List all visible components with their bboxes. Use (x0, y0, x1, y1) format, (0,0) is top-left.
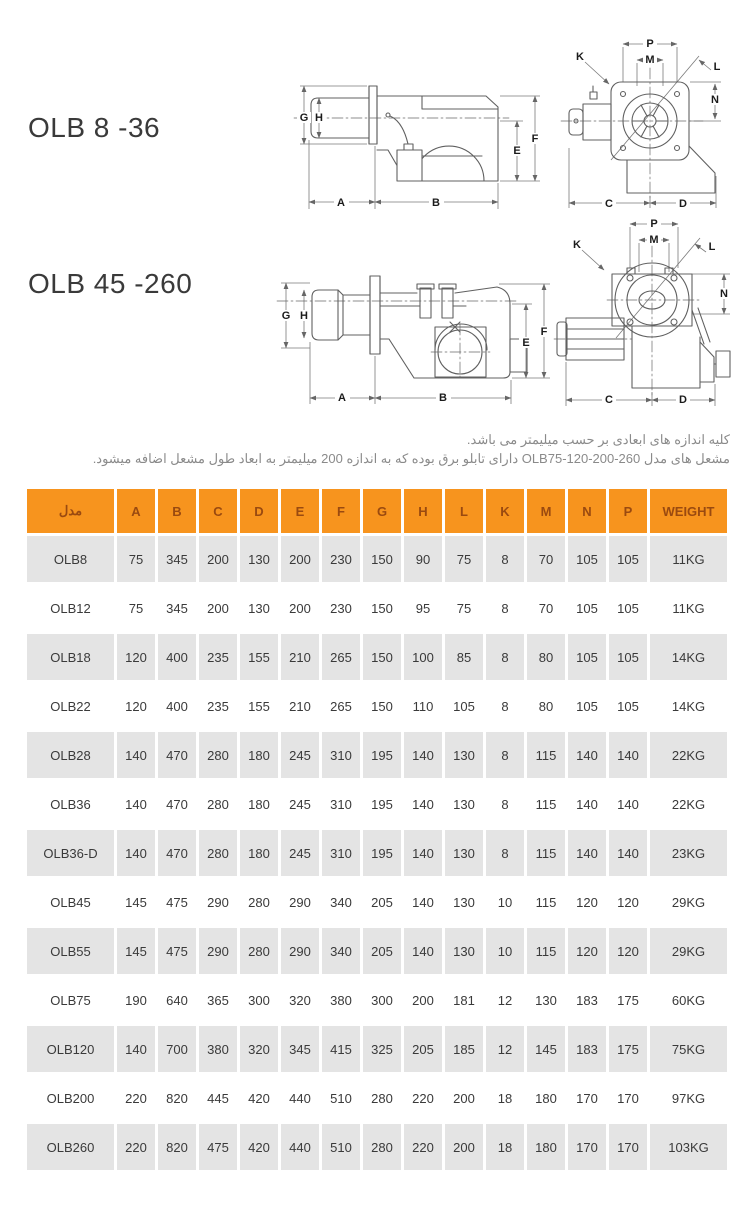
value-cell: 640 (158, 977, 196, 1023)
value-cell: 140 (609, 781, 647, 827)
value-cell: 120 (568, 928, 606, 974)
dim-label-n: N (711, 94, 719, 106)
value-cell: 150 (363, 585, 401, 631)
olb8-36-side-view-drawing (291, 38, 549, 220)
value-cell: 445 (199, 1075, 237, 1121)
value-cell: 280 (363, 1124, 401, 1170)
value-cell: 105 (609, 683, 647, 729)
model-cell: OLB22 (27, 683, 114, 729)
value-cell: 700 (158, 1026, 196, 1072)
value-cell: 130 (445, 879, 483, 925)
value-cell: 280 (363, 1075, 401, 1121)
value-cell: 310 (322, 732, 360, 778)
value-cell: 200 (199, 585, 237, 631)
value-cell: 145 (117, 928, 155, 974)
table-row (27, 830, 727, 876)
table-row (27, 732, 727, 778)
dim-label-m: M (645, 54, 655, 66)
dim-label-g: G (299, 112, 309, 124)
value-cell: 200 (199, 536, 237, 582)
value-cell: 10 (486, 879, 524, 925)
dim-label-p: P (646, 38, 654, 50)
table-row (27, 1124, 727, 1170)
value-cell: 170 (609, 1124, 647, 1170)
header-n: N (568, 489, 606, 533)
value-cell: 340 (322, 879, 360, 925)
value-cell: 175 (609, 977, 647, 1023)
table-row (27, 1075, 727, 1121)
value-cell: 110 (404, 683, 442, 729)
value-cell: 120 (117, 634, 155, 680)
value-cell: 140 (609, 732, 647, 778)
value-cell: 130 (445, 732, 483, 778)
value-cell: 12 (486, 1026, 524, 1072)
weight-cell: 11KG (650, 536, 727, 582)
value-cell: 180 (527, 1124, 565, 1170)
value-cell: 205 (404, 1026, 442, 1072)
value-cell: 470 (158, 830, 196, 876)
model-cell: OLB28 (27, 732, 114, 778)
model-cell: OLB12 (27, 585, 114, 631)
value-cell: 280 (240, 928, 278, 974)
value-cell: 205 (363, 928, 401, 974)
value-cell: 105 (568, 634, 606, 680)
value-cell: 75 (445, 536, 483, 582)
model-cell: OLB55 (27, 928, 114, 974)
olb45-260-side-view-drawing (274, 238, 554, 416)
value-cell: 220 (404, 1124, 442, 1170)
value-cell: 205 (363, 879, 401, 925)
value-cell: 150 (363, 634, 401, 680)
spec-table (24, 486, 730, 1173)
dim-label-d: D (679, 198, 687, 210)
value-cell: 70 (527, 585, 565, 631)
value-cell: 130 (445, 781, 483, 827)
value-cell: 820 (158, 1124, 196, 1170)
value-cell: 170 (568, 1124, 606, 1170)
value-cell: 140 (609, 830, 647, 876)
value-cell: 80 (527, 634, 565, 680)
value-cell: 150 (363, 536, 401, 582)
value-cell: 475 (199, 1124, 237, 1170)
value-cell: 180 (240, 732, 278, 778)
value-cell: 380 (322, 977, 360, 1023)
value-cell: 85 (445, 634, 483, 680)
header-weight: WEIGHT (650, 489, 727, 533)
value-cell: 140 (404, 732, 442, 778)
value-cell: 235 (199, 683, 237, 729)
value-cell: 115 (527, 879, 565, 925)
table-row (27, 879, 727, 925)
value-cell: 130 (445, 830, 483, 876)
value-cell: 820 (158, 1075, 196, 1121)
value-cell: 140 (568, 732, 606, 778)
value-cell: 115 (527, 830, 565, 876)
dim-label-c: C (605, 198, 613, 210)
value-cell: 100 (404, 634, 442, 680)
value-cell: 140 (404, 830, 442, 876)
weight-cell: 23KG (650, 830, 727, 876)
spec-table-body (27, 536, 727, 1170)
value-cell: 345 (158, 536, 196, 582)
value-cell: 220 (117, 1075, 155, 1121)
value-cell: 155 (240, 683, 278, 729)
value-cell: 8 (486, 732, 524, 778)
header-h: H (404, 489, 442, 533)
dim-label-h: H (300, 310, 308, 322)
weight-cell: 103KG (650, 1124, 727, 1170)
dim-label-l: L (708, 241, 716, 253)
value-cell: 130 (445, 928, 483, 974)
value-cell: 155 (240, 634, 278, 680)
value-cell: 145 (117, 879, 155, 925)
dim-label-a: A (338, 392, 346, 404)
model-cell: OLB75 (27, 977, 114, 1023)
value-cell: 510 (322, 1075, 360, 1121)
value-cell: 200 (281, 536, 319, 582)
value-cell: 140 (117, 830, 155, 876)
value-cell: 230 (322, 536, 360, 582)
dim-label-d: D (679, 394, 687, 406)
weight-cell: 75KG (650, 1026, 727, 1072)
header-p: P (609, 489, 647, 533)
model-cell: OLB18 (27, 634, 114, 680)
value-cell: 310 (322, 781, 360, 827)
dim-label-p: P (650, 218, 658, 230)
value-cell: 90 (404, 536, 442, 582)
value-cell: 310 (322, 830, 360, 876)
value-cell: 10 (486, 928, 524, 974)
value-cell: 105 (609, 634, 647, 680)
table-header-row (27, 489, 727, 533)
weight-cell: 97KG (650, 1075, 727, 1121)
value-cell: 200 (445, 1075, 483, 1121)
value-cell: 280 (199, 830, 237, 876)
value-cell: 105 (568, 683, 606, 729)
dim-label-e: E (513, 145, 521, 157)
value-cell: 345 (158, 585, 196, 631)
model-cell: OLB120 (27, 1026, 114, 1072)
value-cell: 230 (322, 585, 360, 631)
model-cell: OLB45 (27, 879, 114, 925)
value-cell: 320 (240, 1026, 278, 1072)
dim-label-m: M (649, 234, 659, 246)
value-cell: 170 (609, 1075, 647, 1121)
value-cell: 18 (486, 1124, 524, 1170)
value-cell: 145 (527, 1026, 565, 1072)
value-cell: 475 (158, 928, 196, 974)
header-k: K (486, 489, 524, 533)
table-row (27, 928, 727, 974)
model-cell: OLB36-D (27, 830, 114, 876)
model-cell: OLB260 (27, 1124, 114, 1170)
dim-label-k: K (576, 51, 584, 63)
model-cell: OLB8 (27, 536, 114, 582)
header-e: E (281, 489, 319, 533)
value-cell: 470 (158, 781, 196, 827)
value-cell: 140 (568, 830, 606, 876)
dim-label-f: F (531, 133, 539, 145)
value-cell: 280 (199, 781, 237, 827)
value-cell: 210 (281, 683, 319, 729)
header-d: D (240, 489, 278, 533)
value-cell: 183 (568, 1026, 606, 1072)
value-cell: 140 (117, 781, 155, 827)
value-cell: 130 (240, 536, 278, 582)
value-cell: 140 (568, 781, 606, 827)
value-cell: 180 (240, 781, 278, 827)
dim-label-g: G (281, 310, 291, 322)
value-cell: 120 (609, 928, 647, 974)
value-cell: 185 (445, 1026, 483, 1072)
dim-label-c: C (605, 394, 613, 406)
value-cell: 300 (240, 977, 278, 1023)
value-cell: 475 (158, 879, 196, 925)
value-cell: 105 (568, 585, 606, 631)
value-cell: 290 (281, 928, 319, 974)
weight-cell: 14KG (650, 683, 727, 729)
value-cell: 120 (117, 683, 155, 729)
model-range-title-olb45-260: OLB 45 -260 (28, 268, 193, 299)
value-cell: 195 (363, 830, 401, 876)
value-cell: 265 (322, 683, 360, 729)
header-l: L (445, 489, 483, 533)
dim-label-h: H (315, 112, 323, 124)
table-row (27, 634, 727, 680)
value-cell: 115 (527, 781, 565, 827)
value-cell: 8 (486, 585, 524, 631)
table-row (27, 977, 727, 1023)
value-cell: 245 (281, 830, 319, 876)
value-cell: 280 (240, 879, 278, 925)
value-cell: 190 (117, 977, 155, 1023)
dim-label-a: A (337, 197, 345, 209)
value-cell: 300 (363, 977, 401, 1023)
value-cell: 320 (281, 977, 319, 1023)
header-f: F (322, 489, 360, 533)
value-cell: 265 (322, 634, 360, 680)
value-cell: 120 (568, 879, 606, 925)
value-cell: 140 (404, 781, 442, 827)
weight-cell: 29KG (650, 928, 727, 974)
header-model: مدل (27, 489, 114, 533)
value-cell: 12 (486, 977, 524, 1023)
value-cell: 181 (445, 977, 483, 1023)
value-cell: 175 (609, 1026, 647, 1072)
header-c: C (199, 489, 237, 533)
note-units: کلیه اندازه های ابعادی بر حسب میلیمتر می باشد. (466, 432, 730, 447)
weight-cell: 14KG (650, 634, 727, 680)
value-cell: 115 (527, 928, 565, 974)
value-cell: 75 (445, 585, 483, 631)
table-row (27, 536, 727, 582)
value-cell: 325 (363, 1026, 401, 1072)
value-cell: 170 (568, 1075, 606, 1121)
value-cell: 510 (322, 1124, 360, 1170)
value-cell: 195 (363, 732, 401, 778)
value-cell: 200 (445, 1124, 483, 1170)
value-cell: 245 (281, 732, 319, 778)
value-cell: 183 (568, 977, 606, 1023)
value-cell: 440 (281, 1124, 319, 1170)
value-cell: 245 (281, 781, 319, 827)
header-g: G (363, 489, 401, 533)
value-cell: 140 (404, 928, 442, 974)
value-cell: 340 (322, 928, 360, 974)
value-cell: 130 (240, 585, 278, 631)
value-cell: 18 (486, 1075, 524, 1121)
value-cell: 105 (445, 683, 483, 729)
value-cell: 380 (199, 1026, 237, 1072)
value-cell: 290 (199, 928, 237, 974)
value-cell: 180 (527, 1075, 565, 1121)
value-cell: 415 (322, 1026, 360, 1072)
value-cell: 200 (281, 585, 319, 631)
dim-label-k: K (573, 239, 581, 251)
table-row (27, 585, 727, 631)
dimension-notes (90, 430, 730, 468)
value-cell: 115 (527, 732, 565, 778)
value-cell: 8 (486, 634, 524, 680)
value-cell: 290 (281, 879, 319, 925)
model-cell: OLB36 (27, 781, 114, 827)
header-b: B (158, 489, 196, 533)
weight-cell: 22KG (650, 732, 727, 778)
value-cell: 290 (199, 879, 237, 925)
value-cell: 140 (404, 879, 442, 925)
value-cell: 105 (568, 536, 606, 582)
value-cell: 235 (199, 634, 237, 680)
value-cell: 210 (281, 634, 319, 680)
value-cell: 70 (527, 536, 565, 582)
value-cell: 8 (486, 830, 524, 876)
note-control-panel: مشعل های مدل OLB75-120-200-260 دارای تابلو برق بوده که به اندازه 200 میلیمتر به ابعاد طول مشعل اضافه میشود. (92, 451, 730, 466)
dim-label-f: F (540, 326, 548, 338)
value-cell: 8 (486, 781, 524, 827)
model-range-title-olb8-36: OLB 8 -36 (28, 112, 161, 143)
value-cell: 400 (158, 683, 196, 729)
dim-label-b: B (439, 392, 447, 404)
model-cell: OLB200 (27, 1075, 114, 1121)
weight-cell: 22KG (650, 781, 727, 827)
value-cell: 195 (363, 781, 401, 827)
value-cell: 130 (527, 977, 565, 1023)
dim-label-n: N (720, 288, 728, 300)
value-cell: 180 (240, 830, 278, 876)
value-cell: 140 (117, 732, 155, 778)
table-row (27, 683, 727, 729)
value-cell: 120 (609, 879, 647, 925)
value-cell: 8 (486, 683, 524, 729)
olb8-36-front-view-drawing (553, 30, 745, 220)
dim-label-l: L (713, 61, 721, 73)
value-cell: 75 (117, 536, 155, 582)
value-cell: 105 (609, 585, 647, 631)
value-cell: 470 (158, 732, 196, 778)
value-cell: 400 (158, 634, 196, 680)
value-cell: 8 (486, 536, 524, 582)
value-cell: 95 (404, 585, 442, 631)
header-m: M (527, 489, 565, 533)
value-cell: 440 (281, 1075, 319, 1121)
value-cell: 220 (404, 1075, 442, 1121)
table-row (27, 781, 727, 827)
weight-cell: 29KG (650, 879, 727, 925)
table-row (27, 1026, 727, 1072)
value-cell: 280 (199, 732, 237, 778)
value-cell: 150 (363, 683, 401, 729)
value-cell: 105 (609, 536, 647, 582)
value-cell: 365 (199, 977, 237, 1023)
value-cell: 140 (117, 1026, 155, 1072)
header-a: A (117, 489, 155, 533)
dim-label-e: E (522, 337, 530, 349)
dim-label-b: B (432, 197, 440, 209)
value-cell: 420 (240, 1124, 278, 1170)
value-cell: 80 (527, 683, 565, 729)
olb45-260-front-view-drawing (552, 210, 747, 412)
value-cell: 75 (117, 585, 155, 631)
value-cell: 420 (240, 1075, 278, 1121)
value-cell: 345 (281, 1026, 319, 1072)
value-cell: 220 (117, 1124, 155, 1170)
weight-cell: 11KG (650, 585, 727, 631)
weight-cell: 60KG (650, 977, 727, 1023)
value-cell: 200 (404, 977, 442, 1023)
